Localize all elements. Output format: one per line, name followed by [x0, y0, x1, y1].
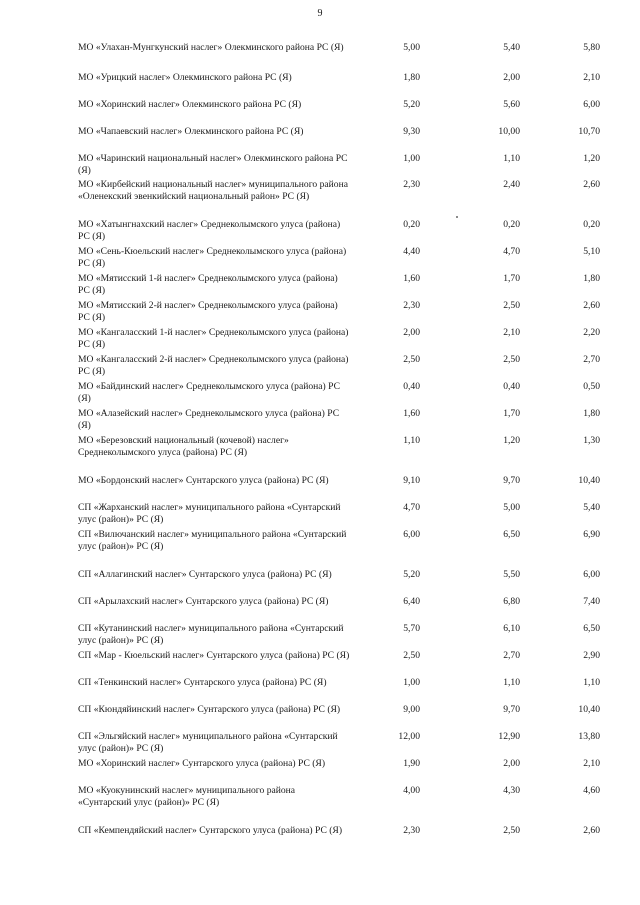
table-row: [78, 435, 600, 475]
settlement-name: МО «Хатынгнахский наслег» Среднеколымского улуса (района) РС (Я): [78, 219, 341, 242]
table-row: [78, 42, 600, 72]
table-row: [78, 623, 600, 650]
value-col-2: 2,00: [503, 758, 520, 769]
table-row: [78, 731, 600, 758]
table-row: [78, 758, 600, 785]
value-col-3: 10,40: [578, 704, 600, 715]
table-row: [78, 704, 600, 731]
settlement-name: СП «Кемпендяйский наслег» Сунтарского улуса (района) РС (Я): [78, 825, 343, 836]
value-col-3: 6,90: [583, 529, 600, 540]
value-col-1: 5,70: [403, 623, 420, 634]
table-row: [78, 650, 600, 677]
value-col-1: 12,00: [398, 731, 420, 742]
value-col-1: 2,50: [403, 650, 420, 661]
value-col-3: 5,80: [583, 42, 600, 53]
data-table: [78, 42, 600, 852]
value-col-3: 1,30: [583, 435, 600, 446]
value-col-3: 2,90: [583, 650, 600, 661]
value-col-2: 2,70: [503, 650, 520, 661]
value-col-2: 2,00: [503, 72, 520, 83]
settlement-name: МО «Хоринский наслег» Олекминского района РС (Я): [78, 99, 302, 110]
value-col-2: 12,90: [498, 731, 520, 742]
value-col-1: 1,00: [403, 153, 420, 164]
value-col-2: 1,10: [503, 153, 520, 164]
value-col-3: 1,20: [583, 153, 600, 164]
settlement-name: СП «Жарханский наслег» муниципального района «Сунтарский улус (район)» РС (Я): [78, 502, 341, 525]
table-row: [78, 596, 600, 623]
value-col-1: 6,40: [403, 596, 420, 607]
settlement-name: СП «Мар - Кюельский наслег» Сунтарского улуса (района) РС (Я): [78, 650, 350, 661]
settlement-name: МО «Бордонский наслег» Сунтарского улуса (района) РС (Я): [78, 475, 329, 486]
value-col-3: 5,40: [583, 502, 600, 513]
value-col-2: 6,80: [503, 596, 520, 607]
value-col-1: 5,20: [403, 99, 420, 110]
value-col-2: 1,20: [503, 435, 520, 446]
value-col-1: 4,00: [403, 785, 420, 796]
value-col-3: 2,10: [583, 72, 600, 83]
value-col-3: 4,60: [583, 785, 600, 796]
table-row: [78, 529, 600, 569]
value-col-1: 1,80: [403, 72, 420, 83]
scan-speck: [456, 216, 458, 218]
value-col-2: 2,50: [503, 354, 520, 365]
table-row: [78, 785, 600, 825]
value-col-1: 9,00: [403, 704, 420, 715]
value-col-3: 5,10: [583, 246, 600, 257]
value-col-2: 10,00: [498, 126, 520, 137]
value-col-1: 2,30: [403, 179, 420, 190]
value-col-1: 5,20: [403, 569, 420, 580]
value-col-2: 1,10: [503, 677, 520, 688]
table-row: [78, 300, 600, 327]
value-col-1: 0,40: [403, 381, 420, 392]
settlement-name: СП «Кюндяйинский наслег» Сунтарского улуса (района) РС (Я): [78, 704, 341, 715]
value-col-3: 10,40: [578, 475, 600, 486]
value-col-1: 9,30: [403, 126, 420, 137]
settlement-name: СП «Арылахский наслег» Сунтарского улуса (района) РС (Я): [78, 596, 329, 607]
value-col-3: 1,80: [583, 408, 600, 419]
value-col-2: 5,00: [503, 502, 520, 513]
table-row: [78, 179, 600, 219]
value-col-3: 2,70: [583, 354, 600, 365]
value-col-2: 2,40: [503, 179, 520, 190]
value-col-3: 0,20: [583, 219, 600, 230]
value-col-2: 6,10: [503, 623, 520, 634]
settlement-name: СП «Эльгяйский наслег» муниципального района «Сунтарский улус (район)» РС (Я): [78, 731, 338, 754]
table-row: [78, 502, 600, 529]
table-row: [78, 72, 600, 99]
value-col-3: 2,60: [583, 300, 600, 311]
value-col-1: 2,50: [403, 354, 420, 365]
table-row: [78, 273, 600, 300]
value-col-1: 9,10: [403, 475, 420, 486]
value-col-2: 0,20: [503, 219, 520, 230]
settlement-name: МО «Кангаласский 1-й наслег» Среднеколымского улуса (района) РС (Я): [78, 327, 349, 350]
value-col-1: 1,60: [403, 408, 420, 419]
value-col-2: 9,70: [503, 704, 520, 715]
value-col-1: 2,30: [403, 300, 420, 311]
value-col-2: 6,50: [503, 529, 520, 540]
table-row: [78, 825, 600, 852]
value-col-3: 2,10: [583, 758, 600, 769]
value-col-3: 2,60: [583, 825, 600, 836]
settlement-name: МО «Улахан-Мунгкунский наслег» Олекминского района РС (Я): [78, 42, 344, 53]
table-row: [78, 153, 600, 179]
value-col-3: 1,10: [583, 677, 600, 688]
settlement-name: МО «Алазейский наслег» Среднеколымского улуса (района) РС (Я): [78, 408, 340, 431]
settlement-name: МО «Мятисский 1-й наслег» Среднеколымского улуса (района) РС (Я): [78, 273, 338, 296]
value-col-1: 1,90: [403, 758, 420, 769]
value-col-1: 2,00: [403, 327, 420, 338]
settlement-name: МО «Кирбейский национальный наслег» муниципального района «Оленекский эвенкийский национальный район» РС (Я): [78, 179, 348, 202]
value-col-2: 4,30: [503, 785, 520, 796]
table-row: [78, 381, 600, 408]
value-col-1: 6,00: [403, 529, 420, 540]
settlement-name: МО «Чаринский национальный наслег» Олекминского района РС (Я): [78, 153, 348, 176]
value-col-2: 5,40: [503, 42, 520, 53]
page-number: 9: [317, 8, 323, 19]
settlement-name: МО «Чапаевский наслег» Олекминского района РС (Я): [78, 126, 304, 137]
value-col-3: 1,80: [583, 273, 600, 284]
value-col-1: 1,60: [403, 273, 420, 284]
value-col-1: 2,30: [403, 825, 420, 836]
value-col-3: 2,20: [583, 327, 600, 338]
table-row: [78, 327, 600, 354]
value-col-2: 5,50: [503, 569, 520, 580]
table-row: [78, 677, 600, 704]
settlement-name: МО «Байдинский наслег» Среднеколымского улуса (района) РС (Я): [78, 381, 340, 404]
value-col-2: 2,50: [503, 300, 520, 311]
value-col-3: 0,50: [583, 381, 600, 392]
value-col-3: 6,00: [583, 569, 600, 580]
settlement-name: СП «Тенкинский наслег» Сунтарского улуса (района) РС (Я): [78, 677, 327, 688]
value-col-3: 6,00: [583, 99, 600, 110]
table-row: [78, 475, 600, 502]
value-col-3: 13,80: [578, 731, 600, 742]
settlement-name: МО «Кангаласский 2-й наслег» Среднеколымского улуса (района) РС (Я): [78, 354, 349, 377]
table-row: [78, 99, 600, 126]
value-col-1: 4,40: [403, 246, 420, 257]
value-col-2: 2,10: [503, 327, 520, 338]
value-col-3: 6,50: [583, 623, 600, 634]
value-col-1: 1,10: [403, 435, 420, 446]
table-row: [78, 354, 600, 381]
value-col-1: 5,00: [403, 42, 420, 53]
value-col-1: 1,00: [403, 677, 420, 688]
settlement-name: МО «Куокунинский наслег» муниципального района «Сунтарский улус (район)» РС (Я): [78, 785, 296, 808]
value-col-2: 0,40: [503, 381, 520, 392]
table-row: [78, 246, 600, 273]
value-col-2: 9,70: [503, 475, 520, 486]
value-col-3: 2,60: [583, 179, 600, 190]
settlement-name: МО «Мятисский 2-й наслег» Среднеколымского улуса (района) РС (Я): [78, 300, 338, 323]
table-row: [78, 569, 600, 596]
value-col-3: 7,40: [583, 596, 600, 607]
table-row: [78, 219, 600, 246]
value-col-2: 1,70: [503, 273, 520, 284]
settlement-name: МО «Березовский национальный (кочевой) наслег» Среднеколымского улуса (района) РС (Я): [78, 435, 289, 458]
value-col-2: 1,70: [503, 408, 520, 419]
value-col-1: 0,20: [403, 219, 420, 230]
value-col-2: 5,60: [503, 99, 520, 110]
settlement-name: СП «Вилючанский наслег» муниципального района «Сунтарский улус (район)» РС (Я): [78, 529, 347, 552]
value-col-2: 4,70: [503, 246, 520, 257]
value-col-1: 4,70: [403, 502, 420, 513]
settlement-name: МО «Хоринский наслег» Сунтарского улуса (района) РС (Я): [78, 758, 326, 769]
value-col-3: 10,70: [578, 126, 600, 137]
value-col-2: 2,50: [503, 825, 520, 836]
settlement-name: МО «Урицкий наслег» Олекминского района РС (Я): [78, 72, 292, 83]
table-row: [78, 408, 600, 435]
settlement-name: СП «Аллагинский наслег» Сунтарского улуса (района) РС (Я): [78, 569, 332, 580]
settlement-name: МО «Сень-Кюельский наслег» Среднеколымского улуса (района) РС (Я): [78, 246, 347, 269]
settlement-name: СП «Кутанинский наслег» муниципального района «Сунтарский улус (район)» РС (Я): [78, 623, 344, 646]
table-row: [78, 126, 600, 153]
